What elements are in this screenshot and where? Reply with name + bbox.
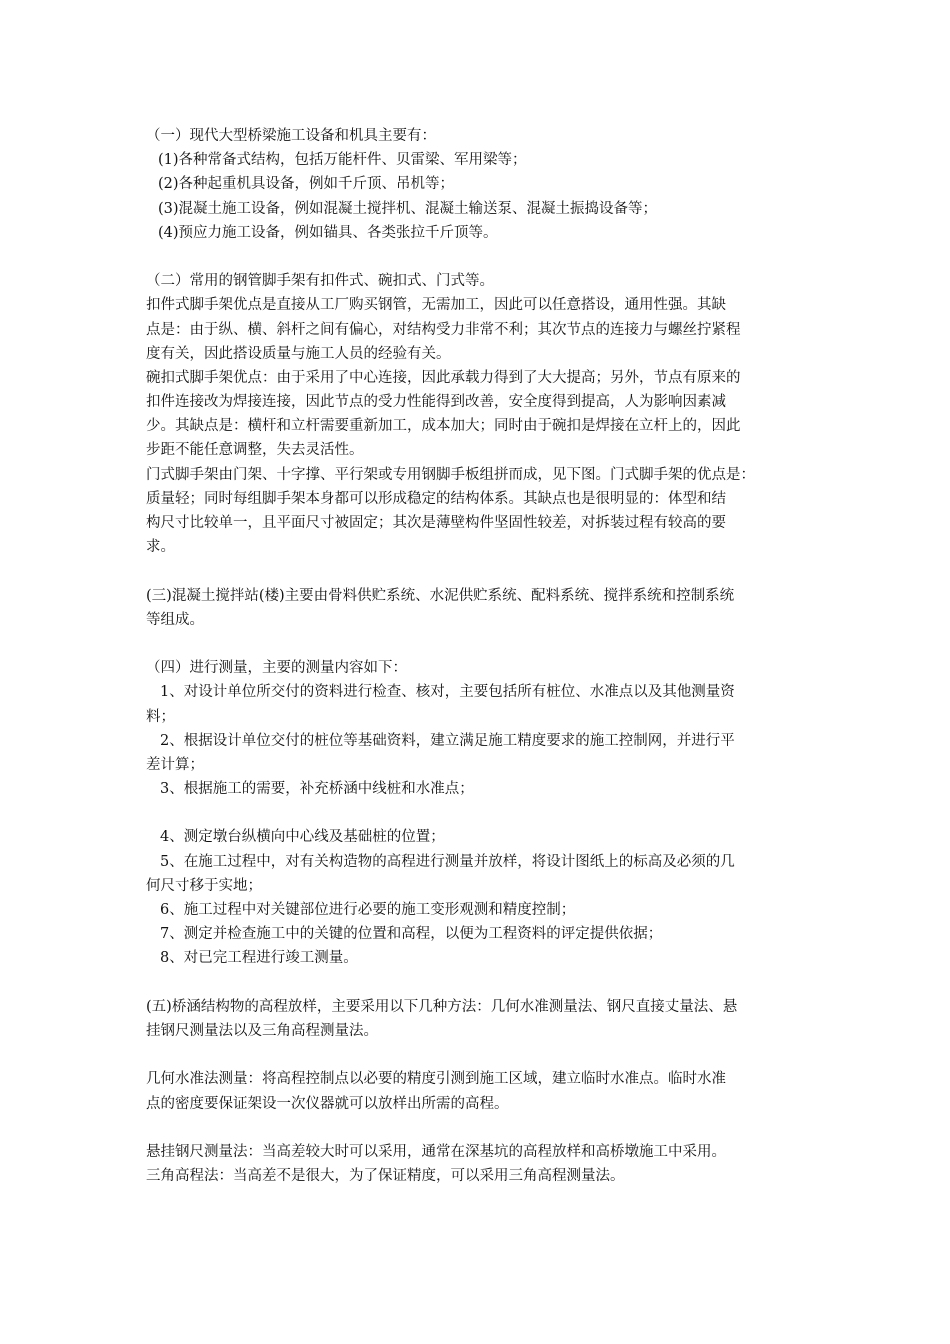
section-4-item: 5、在施工过程中，对有关构造物的高程进行测量并放样，将设计图纸上的标高及必须的几: [160, 853, 735, 870]
section-5: [146, 995, 812, 1043]
paragraph-gap: [146, 801, 812, 825]
section-2-line: 点是：由于纵、横、斜杆之间有偏心，对结构受力非常不利；其次节点的连接力与螺丝拧紧程: [146, 321, 741, 338]
paragraph-line: 点的密度要保证架设一次仪器就可以放样出所需的高程。: [146, 1095, 509, 1112]
paragraph-gap: [146, 1043, 812, 1067]
paragraph-line: 几何水准法测量：将高程控制点以必要的精度引测到施工区域，建立临时水准点。临时水准: [146, 1071, 726, 1088]
suspended-tape-paragraph: [146, 1140, 812, 1164]
section-1-item: (1)各种常备式结构，包括万能杆件、贝雷梁、军用梁等；: [158, 152, 527, 169]
section-2-line: 度有关，因此搭设质量与施工人员的经验有关。: [146, 345, 451, 362]
section-3-line: (三)混凝土搅拌站(楼)主要由骨料供贮系统、水泥供贮系统、配料系统、搅拌系统和控制系统: [146, 587, 735, 604]
section-1-item: (2)各种起重机具设备，例如千斤顶、吊机等；: [158, 176, 455, 193]
section-5-line: (五)桥涵结构物的高程放样，主要采用以下几种方法：几何水准测量法、钢尺直接丈量法、悬: [146, 998, 738, 1015]
section-3-line: 等组成。: [146, 611, 204, 628]
section-4-item: 7、测定并检查施工中的关键的位置和高程，以便为工程资料的评定提供依据；: [160, 926, 663, 943]
section-4-item: 3、根据施工的需要，补充桥涵中线桩和水准点；: [160, 781, 474, 798]
section-2-line: 扣件连接改为焊接连接，因此节点的受力性能得到改善，安全度得到提高，人为影响因素减: [146, 394, 726, 411]
section-4-item-cont: 料；: [146, 708, 175, 725]
section-2-line: 扣件式脚手架优点是直接从工厂购买钢管，无需加工，因此可以任意搭设，通用性强。其缺: [146, 297, 726, 314]
section-3: [146, 584, 812, 632]
paragraph-gap: [146, 632, 812, 656]
section-5-line: 挂钢尺测量法以及三角高程测量法。: [146, 1022, 378, 1039]
section-4-heading: （四）进行测量，主要的测量内容如下：: [146, 660, 407, 677]
section-4-item: 2、根据设计单位交付的桩位等基础资料，建立满足施工精度要求的施工控制网，并进行平: [160, 732, 735, 749]
section-2-line: 碗扣式脚手架优点：由于采用了中心连接，因此承载力得到了大大提高；另外，节点有原来的: [146, 369, 741, 386]
section-4-item: 4、测定墩台纵横向中心线及基础桩的位置；: [160, 829, 445, 846]
section-4-item-cont: 差计算；: [146, 756, 204, 773]
section-4-item: 6、施工过程中对关键部位进行必要的施工变形观测和精度控制；: [160, 902, 576, 918]
geometric-leveling-paragraph: [146, 1067, 812, 1115]
section-1-item: (4)预应力施工设备，例如锚具、各类张拉千斤顶等。: [158, 224, 498, 241]
paragraph-gap: [146, 1116, 812, 1140]
section-4: [146, 656, 812, 970]
section-2-line: 质量轻；同时每组脚手架本身都可以形成稳定的结构体系。其缺点也是很明显的：体型和结: [146, 490, 726, 507]
section-2: [146, 269, 812, 559]
section-1-heading: （一）现代大型桥梁施工设备和机具主要有：: [146, 128, 436, 144]
section-2-line: 构尺寸比较单一，且平面尺寸被固定；其次是薄壁构件坚固性较差，对拆装过程有较高的要: [146, 515, 726, 531]
section-4-item: 1、对设计单位所交付的资料进行检查、核对，主要包括所有桩位、水准点以及其他测量资: [160, 684, 735, 701]
section-2-line: 少。其缺点是：横杆和立杆需要重新加工，成本加大；同时由于碗扣是焊接在立杆上的，因此: [146, 418, 741, 435]
section-2-line: 门式脚手架由门架、十字撑、平行架或专用钢脚手板组拼而成，见下图。门式脚手架的优点是：: [146, 466, 755, 483]
trig-leveling-paragraph: [146, 1164, 812, 1188]
section-2-line: 求。: [146, 539, 175, 556]
document-page: [146, 124, 812, 1188]
paragraph-line: 三角高程法：当高差不是很大，为了保证精度，可以采用三角高程测量法。: [146, 1168, 625, 1185]
section-1-item: (3)混凝土施工设备，例如混凝土搅拌机、混凝土输送泵、混凝土振捣设备等；: [158, 200, 658, 217]
paragraph-line: 悬挂钢尺测量法：当高差较大时可以采用，通常在深基坑的高程放样和高桥墩施工中采用。: [146, 1143, 726, 1160]
section-4-item: 8、对已完工程进行竣工测量。: [160, 950, 358, 967]
paragraph-gap: [146, 971, 812, 995]
section-1: [146, 124, 812, 245]
section-2-heading: （二）常用的钢管脚手架有扣件式、碗扣式、门式等。: [146, 273, 494, 290]
paragraph-gap: [146, 245, 812, 269]
section-4-item-cont: 何尺寸移于实地；: [146, 877, 262, 894]
section-2-line: 步距不能任意调整，失去灵活性。: [146, 442, 364, 459]
paragraph-gap: [146, 559, 812, 583]
